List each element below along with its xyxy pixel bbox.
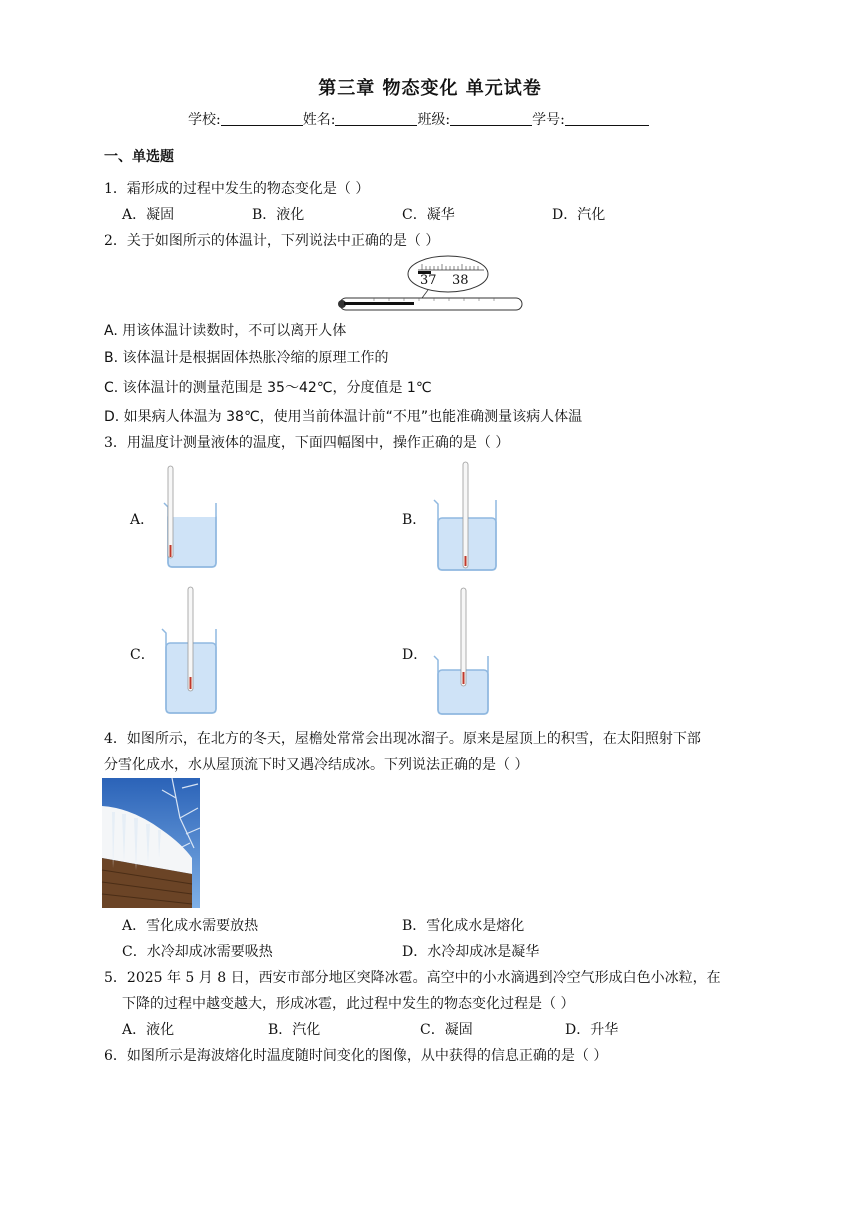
- name-blank[interactable]: [335, 111, 417, 126]
- question-1-option-b[interactable]: B．液化: [252, 207, 305, 223]
- question-5-option-b[interactable]: B．汽化: [268, 1022, 321, 1038]
- question-5-option-d[interactable]: D．升华: [565, 1022, 619, 1038]
- section-heading: 一、单选题: [104, 149, 174, 165]
- beaker-figure-d: [432, 586, 494, 716]
- question-5-option-c[interactable]: C．凝固: [420, 1022, 473, 1038]
- school-blank[interactable]: [221, 111, 303, 126]
- school-label: 学校:: [188, 112, 221, 128]
- question-1-stem: 1．霜形成的过程中发生的物态变化是（ ）: [104, 181, 370, 197]
- beaker-figure-a: [160, 463, 222, 569]
- question-4-stem-line-1: 4．如图所示，在北方的冬天，屋檐处常常会出现冰溜子。原来是屋顶上的积雪，在太阳照射下部: [104, 731, 701, 747]
- question-1-option-d[interactable]: D．汽化: [552, 207, 606, 223]
- question-3-stem: 3．用温度计测量液体的温度，下面四幅图中，操作正确的是（ ）: [104, 435, 510, 451]
- icicle-eave-photo: [102, 778, 200, 908]
- question-2-option-b[interactable]: B. 该体温计是根据固体热胀冷缩的原理工作的: [104, 350, 389, 366]
- thermometer-label-38: 38: [452, 273, 469, 288]
- name-label: 姓名:: [302, 112, 336, 128]
- question-2-stem: 2．关于如图所示的体温计，下列说法中正确的是（ ）: [104, 233, 440, 249]
- question-1-option-c[interactable]: C．凝华: [402, 207, 455, 223]
- question-6-stem: 6．如图所示是海波熔化时温度随时间变化的图像，从中获得的信息正确的是（ ）: [104, 1048, 608, 1064]
- question-3-option-b[interactable]: B．: [402, 512, 427, 528]
- class-label: 班级:: [417, 112, 451, 128]
- thermometer-label-37: 37: [420, 273, 437, 288]
- page-title: 第三章 物态变化 单元试卷: [318, 78, 542, 99]
- question-3-option-a[interactable]: A．: [130, 512, 155, 528]
- number-label: 学号:: [532, 112, 565, 128]
- beaker-figure-b: [432, 460, 502, 572]
- question-5-option-a[interactable]: A．液化: [122, 1022, 175, 1038]
- student-info-line: [188, 109, 649, 129]
- question-5-stem-line-1: 5．2025 年 5 月 8 日，西安市部分地区突降冰雹。高空中的小水滴遇到冷空气形成白色小冰粒，在: [104, 970, 721, 986]
- class-blank[interactable]: [450, 111, 532, 126]
- question-4-option-d[interactable]: D．水冷却成冰是凝华: [402, 944, 540, 960]
- question-3-option-d[interactable]: D．: [402, 647, 428, 663]
- question-2-option-d[interactable]: D. 如果病人体温为 38℃，使用当前体温计前“不甩”也能准确测量该病人体温: [104, 409, 583, 425]
- number-blank[interactable]: [565, 111, 649, 126]
- beaker-figure-c: [160, 585, 222, 715]
- question-4-option-b[interactable]: B．雪化成水是熔化: [402, 918, 525, 934]
- question-1-option-a[interactable]: A．凝固: [122, 207, 175, 223]
- question-3-option-c[interactable]: C．: [130, 647, 155, 663]
- question-2-option-c[interactable]: C. 该体温计的测量范围是 35～42℃，分度值是 1℃: [104, 380, 432, 396]
- question-4-stem-line-2: 分雪化成水，水从屋顶流下时又遇冷结成冰。下列说法正确的是（ ）: [104, 757, 529, 773]
- question-4-option-c[interactable]: C．水冷却成冰需要吸热: [122, 944, 273, 960]
- question-4-option-a[interactable]: A．雪化成水需要放热: [122, 918, 259, 934]
- question-2-option-a[interactable]: A. 用该体温计读数时，不可以离开人体: [104, 323, 347, 339]
- question-5-stem-line-2: 下降的过程中越变越大，形成冰雹，此过程中发生的物态变化过程是（ ）: [122, 996, 575, 1012]
